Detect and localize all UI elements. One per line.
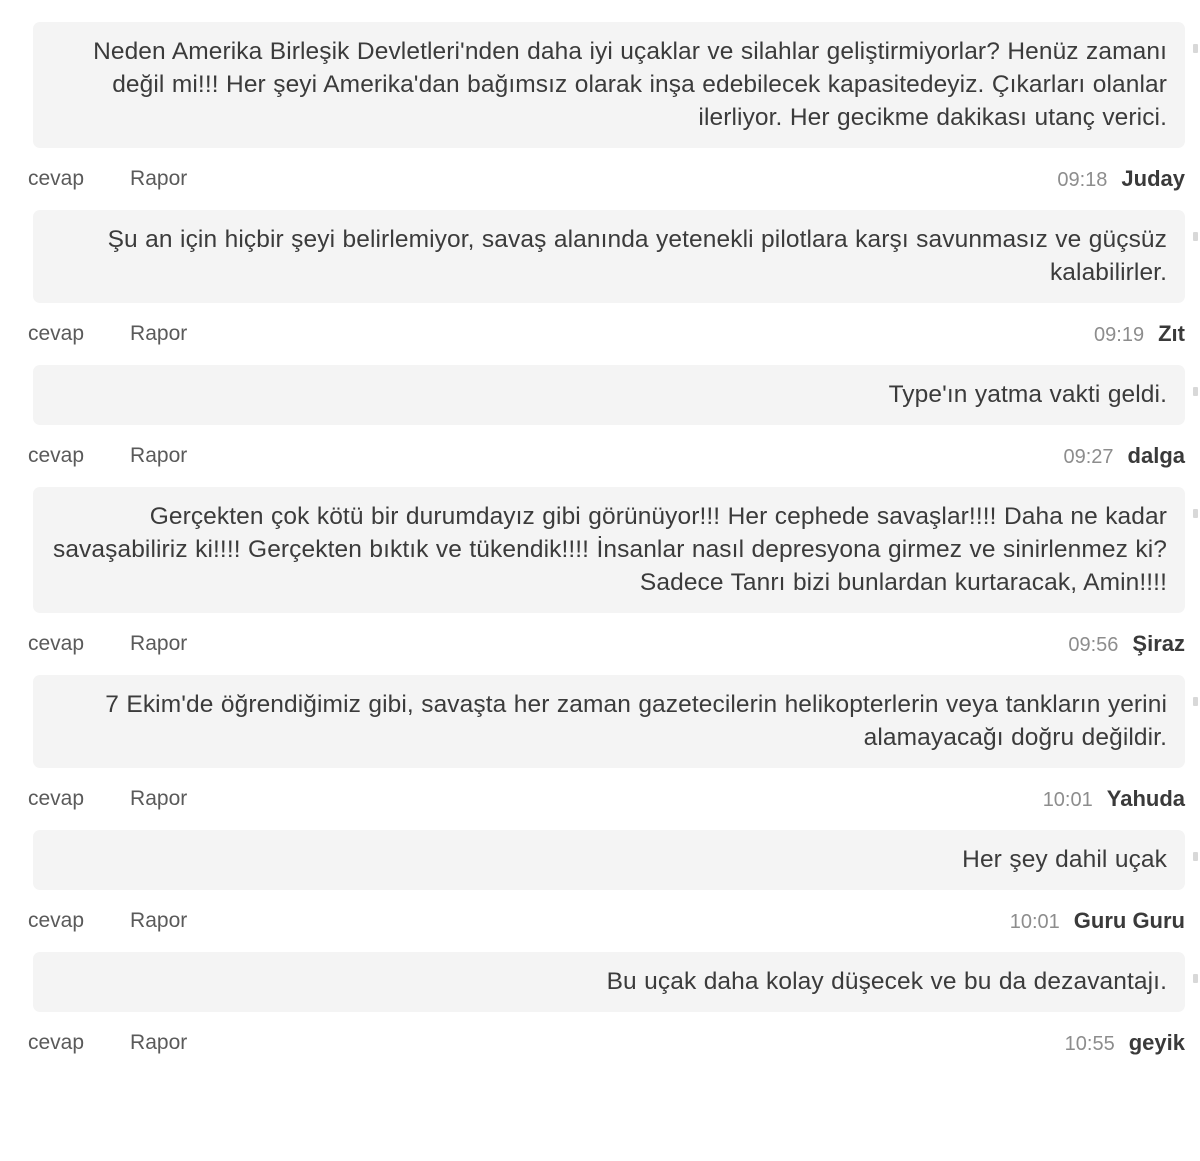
message-bubble	[33, 487, 1185, 613]
bubble-edge-marker	[1193, 852, 1198, 861]
post-actions	[28, 1031, 187, 1055]
post-author[interactable]: Juday	[1121, 166, 1185, 191]
report-link[interactable]: Rapor	[130, 632, 188, 655]
message-text: Neden Amerika Birleşik Devletleri'nden daha iyi uçaklar ve silahlar geliştirmiyorlar? Henüz zamanı değil mi!!! Her şeyi Amerika'dan bağımsız olarak inşa edebilecek kapasitedeyiz. Çıkarları olanlar ilerliyor. Her gecikme dakikası utanç verici.	[93, 38, 1175, 131]
post-meta-row	[0, 1012, 1200, 1074]
reply-link[interactable]: cevap	[28, 632, 85, 655]
bubble-edge-marker	[1193, 232, 1198, 241]
thread-post-5	[0, 830, 1200, 952]
thread-post-0	[0, 22, 1200, 210]
thread-post-6	[0, 952, 1200, 1074]
message-bubble	[33, 365, 1185, 425]
post-actions	[28, 909, 187, 933]
post-author[interactable]: Şiraz	[1132, 631, 1185, 656]
post-attribution	[1010, 908, 1185, 934]
thread-post-4	[0, 675, 1200, 830]
bubble-edge-marker	[1193, 387, 1198, 396]
message-text: Her şey dahil uçak	[962, 846, 1167, 873]
post-actions	[28, 787, 187, 811]
message-bubble	[33, 22, 1185, 148]
reply-link[interactable]: cevap	[28, 909, 85, 932]
report-link[interactable]: Rapor	[130, 322, 188, 345]
bubble-edge-marker	[1193, 509, 1198, 518]
post-timestamp: 10:01	[1042, 789, 1093, 811]
reply-link[interactable]: cevap	[28, 444, 85, 467]
message-text: Bu uçak daha kolay düşecek ve bu da dezavantajı.	[606, 968, 1167, 995]
message-bubble	[33, 675, 1185, 768]
bubble-edge-marker	[1193, 44, 1198, 53]
post-actions	[28, 167, 187, 191]
reply-link[interactable]: cevap	[28, 787, 85, 810]
message-text: 7 Ekim'de öğrendiğimiz gibi, savaşta her zaman gazetecilerin helikopterlerin veya tankların yerini alamayacağı doğru değildir.	[105, 691, 1175, 751]
bubble-edge-marker	[1193, 697, 1198, 706]
post-attribution	[1065, 1030, 1185, 1056]
message-bubble	[33, 952, 1185, 1012]
post-author[interactable]: Yahuda	[1106, 786, 1185, 811]
post-actions	[28, 632, 187, 656]
reply-link[interactable]: cevap	[28, 167, 85, 190]
report-link[interactable]: Rapor	[130, 909, 188, 932]
post-timestamp: 09:19	[1094, 324, 1145, 346]
reply-link[interactable]: cevap	[28, 322, 85, 345]
post-attribution	[1063, 443, 1185, 469]
post-attribution	[1068, 631, 1185, 657]
thread-post-1	[0, 210, 1200, 365]
report-link[interactable]: Rapor	[130, 1031, 188, 1054]
post-meta-row	[0, 768, 1200, 830]
post-attribution	[1094, 321, 1185, 347]
thread-post-3	[0, 487, 1200, 675]
post-attribution	[1057, 166, 1185, 192]
message-bubble	[33, 210, 1185, 303]
post-meta-row	[0, 303, 1200, 365]
message-text: Gerçekten çok kötü bir durumdayız gibi görünüyor!!! Her cephede savaşlar!!!! Daha ne kadar savaşabiliriz ki!!!! Gerçekten bıktık ve tükendik!!!! İnsanlar nasıl depresyona girmez ve sinirlenmez ki? Sadece Tanrı bizi bunlardan kurtaracak, Amin!!!!	[52, 503, 1175, 596]
post-author[interactable]: Guru Guru	[1073, 908, 1185, 933]
post-attribution	[1043, 786, 1185, 812]
post-timestamp: 10:55	[1064, 1033, 1115, 1055]
post-meta-row	[0, 148, 1200, 210]
reply-link[interactable]: cevap	[28, 1031, 85, 1054]
post-timestamp: 10:01	[1009, 911, 1060, 933]
post-meta-row	[0, 425, 1200, 487]
message-text: Type'ın yatma vakti geldi.	[888, 381, 1167, 408]
post-timestamp: 09:18	[1057, 169, 1108, 191]
message-bubble	[33, 830, 1185, 890]
report-link[interactable]: Rapor	[130, 787, 188, 810]
thread-post-2	[0, 365, 1200, 487]
post-meta-row	[0, 890, 1200, 952]
message-text: Şu an için hiçbir şeyi belirlemiyor, savaş alanında yetenekli pilotlara karşı savunmasız ve güçsüz kalabilirler.	[107, 226, 1175, 286]
post-meta-row	[0, 613, 1200, 675]
post-actions	[28, 444, 187, 468]
report-link[interactable]: Rapor	[130, 444, 188, 467]
post-timestamp: 09:56	[1068, 634, 1119, 656]
post-author[interactable]: dalga	[1127, 443, 1185, 468]
report-link[interactable]: Rapor	[130, 167, 188, 190]
post-author[interactable]: geyik	[1128, 1030, 1185, 1055]
post-timestamp: 09:27	[1063, 446, 1114, 468]
bubble-edge-marker	[1193, 974, 1198, 983]
post-actions	[28, 322, 187, 346]
post-author[interactable]: Zıt	[1158, 321, 1185, 346]
